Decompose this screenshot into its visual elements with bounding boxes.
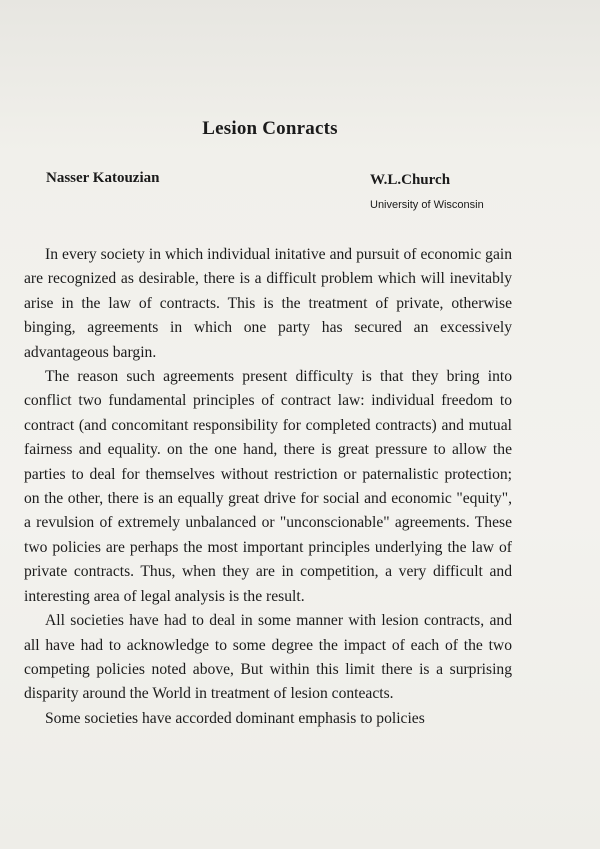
paragraph: In every society in which individual initative and pursuit of economic gain are recognized as desirable, there is a difficult problem which will inevitably arise in the law of contracts. This is the treatment of private, otherwise binging, agreements in which one party has secured an excessively advantageous bargin. [24, 246, 512, 361]
paragraph: Some societies have accorded dominant emphasis to policies [45, 709, 425, 727]
paragraph: The reason such agreements present difficulty is that they bring into conflict two fundamental principles of contract law: individual freedom to contract (and concomitant responsibility for completed contracts) and mutual fairness and equality. on the one hand, there is great pressure to allow the parties to deal for themselves without restriction or paternalistic protection; on the other, there is an equally great drive for social and economic "equity", a revulsion of extremely unbalanced or "unconscionable" agreements. These two policies are perhaps the most important principles underlying the law of private contracts. Thus, when they are in competition, a very difficult and interesting area of legal analysis is the result. [24, 368, 512, 605]
article-body [24, 243, 512, 731]
author-name-left: Nasser Katouzian [46, 170, 160, 186]
author-affiliation: University of Wisconsin [370, 199, 484, 211]
author-name-right: W.L.Church [370, 172, 451, 188]
paragraph: All societies have had to deal in some manner with lesion contracts, and all have had to acknowledge to some degree the impact of each of the two competing policies noted above, But within this limit there is a surprising disparity around the World in treatment of lesion conteacts. [24, 612, 512, 703]
article-title: Lesion Conracts [202, 118, 338, 139]
